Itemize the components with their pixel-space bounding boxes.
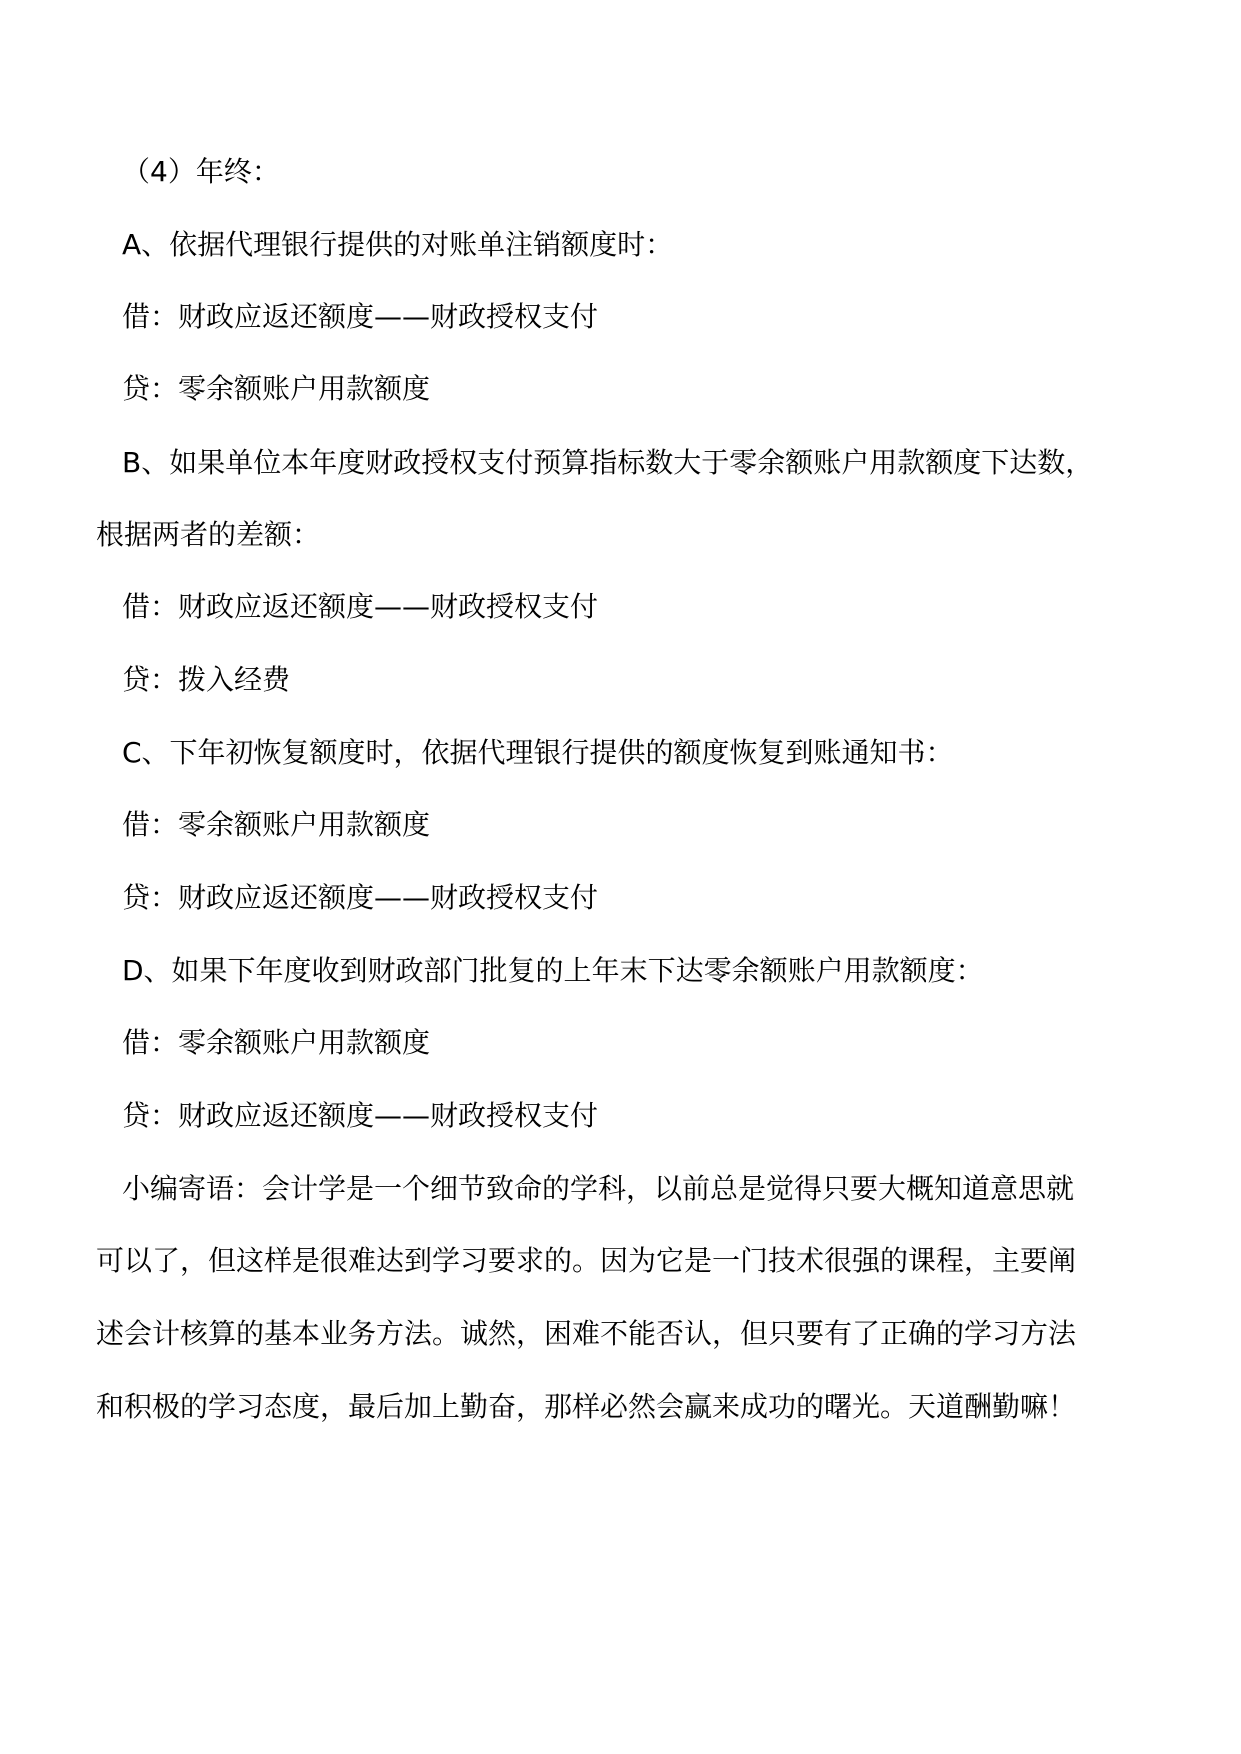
editor-note-line: 述会计核算的基本业务方法。诚然，困难不能否认，但只要有了正确的学习方法 (96, 1317, 1077, 1350)
journal-debit-line: 借：零余额账户用款额度 (122, 1026, 431, 1059)
journal-credit-line: 贷：拨入经费 (122, 663, 291, 696)
journal-credit-line: 贷：财政应返还额度——财政授权支付 (122, 881, 599, 914)
item-b-heading: B、如果单位本年度财政授权支付预算指标数大于零余额账户用款额度下达数， (122, 446, 1094, 479)
journal-credit-line: 贷：财政应返还额度——财政授权支付 (122, 1099, 599, 1132)
editor-note-line: 可以了，但这样是很难达到学习要求的。因为它是一门技术很强的课程，主要阐 (96, 1244, 1077, 1277)
section-heading-year-end: （4）年终： (122, 155, 280, 188)
item-d-heading: D、如果下年度收到财政部门批复的上年末下达零余额账户用款额度： (122, 954, 984, 987)
journal-debit-line: 借：财政应返还额度——财政授权支付 (122, 300, 599, 333)
item-a-heading: A、依据代理银行提供的对账单注销额度时： (122, 228, 674, 261)
journal-debit-line: 借：零余额账户用款额度 (122, 808, 431, 841)
journal-debit-line: 借：财政应返还额度——财政授权支付 (122, 590, 599, 623)
item-c-heading: C、下年初恢复额度时，依据代理银行提供的额度恢复到账通知书： (122, 736, 954, 769)
editor-note-line: 小编寄语：会计学是一个细节致命的学科，以前总是觉得只要大概知道意思就 (122, 1172, 1075, 1205)
item-b-heading-continued: 根据两者的差额： (96, 518, 321, 551)
editor-note-line: 和积极的学习态度，最后加上勤奋，那样必然会赢来成功的曙光。天道酬勤嘛！ (96, 1390, 1077, 1423)
journal-credit-line: 贷：零余额账户用款额度 (122, 372, 431, 405)
